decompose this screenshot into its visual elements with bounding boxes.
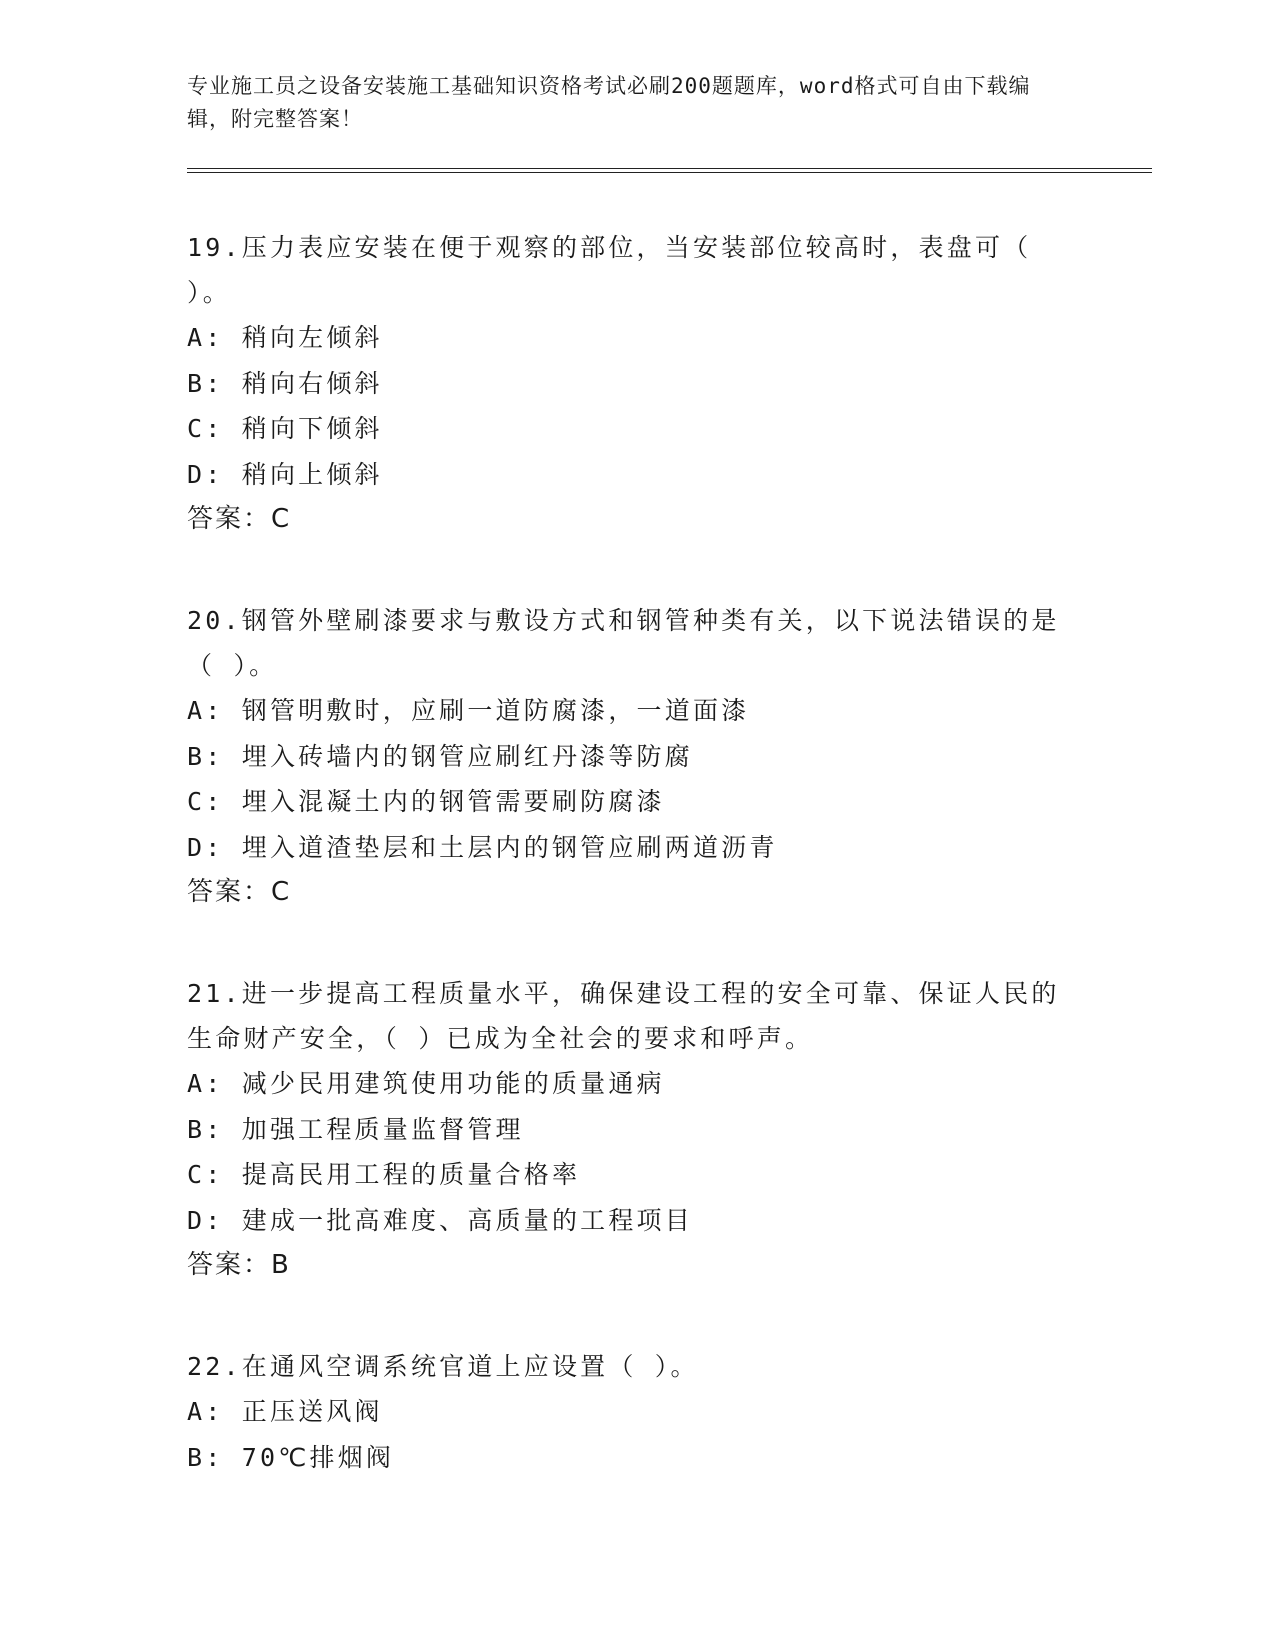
answer-text: 答案：C bbox=[187, 877, 292, 907]
question-21 bbox=[187, 971, 1152, 1288]
header-divider bbox=[187, 168, 1152, 173]
question-19 bbox=[187, 225, 1152, 542]
option-b: B: 埋入砖墙内的钢管应刷红丹漆等防腐 bbox=[187, 741, 693, 771]
option-b: B: 稍向右倾斜 bbox=[187, 368, 383, 398]
question-stem: 19.压力表应安装在便于观察的部位，当安装部位较高时，表盘可（ ）。 bbox=[187, 233, 1032, 307]
answer-text: 答案：B bbox=[187, 1250, 291, 1280]
option-b: B: 70℃排烟阀 bbox=[187, 1442, 395, 1472]
option-d: D: 稍向上倾斜 bbox=[187, 459, 383, 489]
option-b: B: 加强工程质量监督管理 bbox=[187, 1114, 524, 1144]
option-a: A: 正压送风阀 bbox=[187, 1397, 383, 1426]
question-20 bbox=[187, 598, 1152, 915]
document-header: 专业施工员之设备安装施工基础知识资格考试必刷200题题库，word格式可自由下载编辑，附完整答案！ bbox=[187, 74, 1031, 131]
answer-text: 答案：C bbox=[187, 504, 292, 534]
question-stem: 20.钢管外壁刷漆要求与敷设方式和钢管种类有关，以下说法错误的是（ ）。 bbox=[187, 606, 1060, 680]
option-c: C: 提高民用工程的质量合格率 bbox=[187, 1160, 581, 1189]
option-c: C: 稍向下倾斜 bbox=[187, 414, 383, 443]
option-a: A: 钢管明敷时，应刷一道防腐漆，一道面漆 bbox=[187, 696, 750, 725]
option-d: D: 建成一批高难度、高质量的工程项目 bbox=[187, 1205, 693, 1235]
question-stem: 22.在通风空调系统官道上应设置（ ）。 bbox=[187, 1352, 699, 1381]
option-a: A: 减少民用建筑使用功能的质量通病 bbox=[187, 1069, 665, 1098]
question-stem: 21.进一步提高工程质量水平，确保建设工程的安全可靠、保证人民的生命财产安全，（ ）已成为全社会的要求和呼声。 bbox=[187, 979, 1060, 1053]
option-d: D: 埋入道渣垫层和土层内的钢管应刷两道沥青 bbox=[187, 832, 778, 862]
option-a: A: 稍向左倾斜 bbox=[187, 323, 383, 352]
option-c: C: 埋入混凝土内的钢管需要刷防腐漆 bbox=[187, 787, 665, 816]
document-page bbox=[187, 70, 1152, 1480]
question-22 bbox=[187, 1344, 1152, 1480]
